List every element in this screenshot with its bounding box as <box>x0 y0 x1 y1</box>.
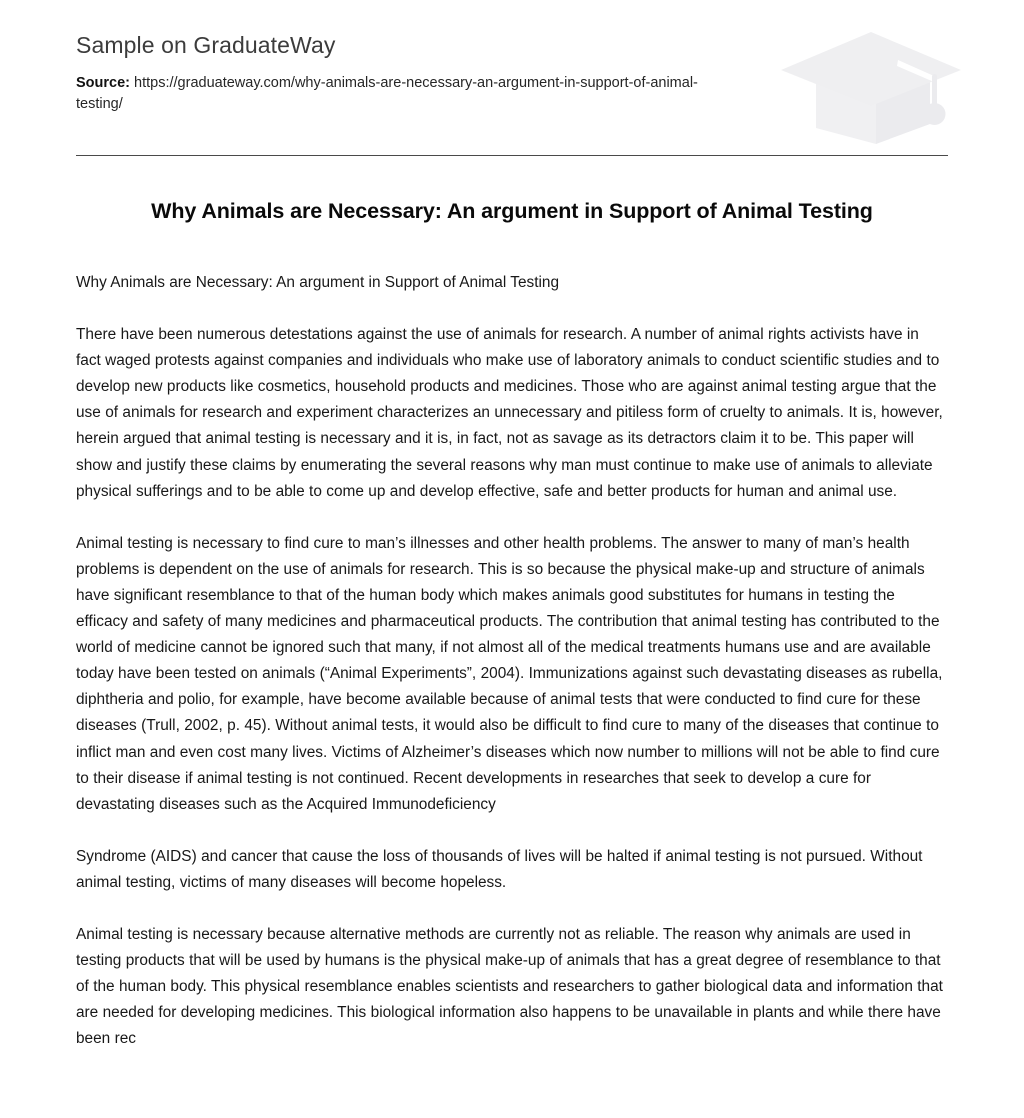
page-header <box>0 0 1024 115</box>
source-label: Source: <box>76 75 130 91</box>
source-line <box>76 73 716 115</box>
page-title: Why Animals are Necessary: An argument in Support of Animal Testing <box>151 199 873 223</box>
header-divider <box>76 155 948 156</box>
document-body <box>76 196 948 1052</box>
document-subtitle: Why Animals are Necessary: An argument in Support of Animal Testing <box>76 274 560 291</box>
brand-title: Sample on GraduateWay <box>76 32 336 58</box>
body-paragraph: Animal testing is necessary because alternative methods are currently not as reliable. The reason why animals are used in testing products that will be used by humans is the physical make-up of animals that has a great degree of resemblance to that of the human body. This physical resemblance enables scientists and researchers to gather biological data and information that are needed for developing medicines. This biological information also happens to be unavailable in plants and while there have been rec <box>76 925 943 1048</box>
body-paragraph: There have been numerous detestations against the use of animals for research. A number of animal rights activists have in fact waged protests against companies and individuals who make use of laboratory animals to conduct scientific studies and to develop new products like cosmetics, household products and medicines. Those who are against animal testing argue that the use of animals for research and experiment characterizes an unnecessary and pitiless form of cruelty to animals. It is, however, herein argued that animal testing is necessary and it is, in fact, not as savage as its detractors claim it to be. This paper will show and justify these claims by enumerating the several reasons why man must continue to make use of animals to alleviate physical sufferings and to be able to come up and develop effective, safe and better products for human and animal use. <box>76 326 943 500</box>
body-paragraph: Animal testing is necessary to find cure to man’s illnesses and other health problems. The answer to many of man’s health problems is dependent on the use of animals for research. This is so because the physical make-up and structure of animals have significant resemblance to that of the human body which makes animals good substitutes for humans in testing the efficacy and safety of many medicines and pharmaceutical products. The contribution that animal testing has contributed to the world of medicine cannot be ignored such that many, if not almost all of the medical treatments humans use and are available today have been tested on animals (“Animal Experiments”, 2004). Immunizations against such devastating diseases as rubella, diphtheria and polio, for example, have become available because of animal tests that were conducted to find cure for these diseases (Trull, 2002, p. 45). Without animal tests, it would also be difficult to find cure to many of the diseases that continue to inflict man and even cost many lives. Victims of Alzheimer’s diseases which now number to millions will not be able to find cure to their disease if animal testing is not continued. Recent developments in researches that seek to develop a cure for devastating diseases such as the Acquired Immunodeficiency <box>76 534 943 813</box>
source-url[interactable]: https://graduateway.com/why-animals-are-necessary-an-argument-in-support-of-animal-testing/ <box>76 75 698 112</box>
body-paragraph: Syndrome (AIDS) and cancer that cause the loss of thousands of lives will be halted if animal testing is not pursued. Without animal testing, victims of many diseases will become hopeless. <box>76 847 923 891</box>
